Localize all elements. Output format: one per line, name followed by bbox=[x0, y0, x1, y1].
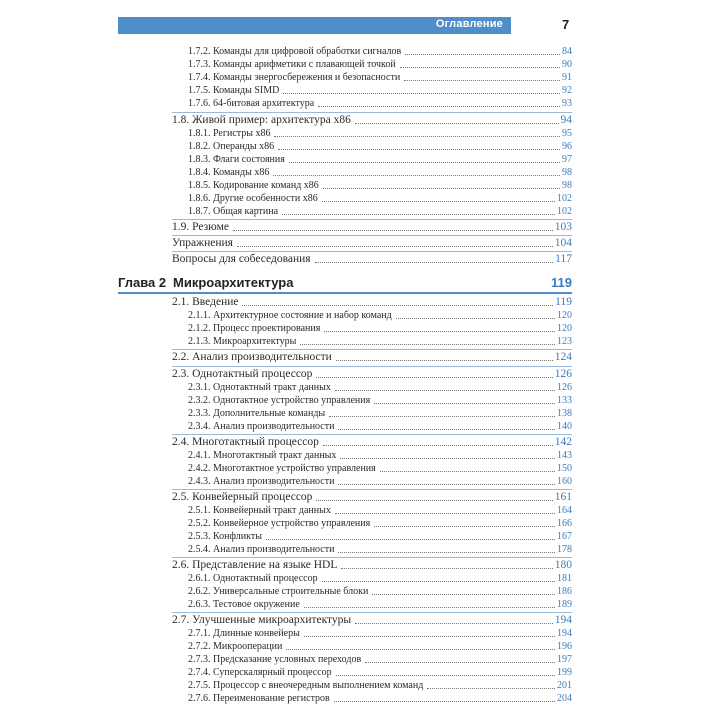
toc-entry[interactable] bbox=[172, 252, 572, 266]
toc-entry-title: 1.8.3. Флаги состояния bbox=[188, 154, 285, 165]
leader-dots bbox=[316, 377, 552, 378]
toc-entry-title: 2.7.3. Предсказание условных переходов bbox=[188, 654, 362, 665]
leader-dots bbox=[289, 162, 560, 163]
toc-entry-title: 1.8.2. Операнды x86 bbox=[188, 141, 275, 152]
toc-entry-title: 2.6. Представление на языке HDL bbox=[172, 559, 338, 571]
toc-entry-title: 2.3.4. Анализ производительности bbox=[188, 421, 335, 432]
leader-dots bbox=[396, 318, 555, 319]
toc-entry-title: 2.4.1. Многотактный тракт данных bbox=[188, 450, 337, 461]
toc-entry[interactable] bbox=[188, 476, 572, 488]
toc-entry[interactable] bbox=[188, 167, 572, 179]
leader-dots bbox=[237, 246, 553, 247]
toc-entry-page: 138 bbox=[557, 408, 572, 419]
toc-entry[interactable] bbox=[188, 180, 572, 192]
toc-entry-title: 2.6.3. Тестовое окружение bbox=[188, 599, 300, 610]
leader-dots bbox=[335, 513, 555, 514]
toc-entry[interactable] bbox=[188, 680, 572, 692]
toc-entry-title: 1.8.7. Общая картина bbox=[188, 206, 279, 217]
toc-entry-title: 2.5.4. Анализ производительности bbox=[188, 544, 335, 555]
toc-entry[interactable] bbox=[188, 323, 572, 335]
toc-entry[interactable] bbox=[188, 667, 572, 679]
toc-entry-title: 1.7.3. Команды арифметики с плавающей точкой bbox=[188, 59, 396, 70]
toc-entry-page: 143 bbox=[557, 450, 572, 461]
toc-entry-page: 93 bbox=[562, 98, 572, 109]
toc-entry-page: 84 bbox=[562, 46, 572, 57]
leader-dots bbox=[338, 429, 555, 430]
toc-entry-title: 2.7.1. Длинные конвейеры bbox=[188, 628, 300, 639]
toc-entry[interactable] bbox=[188, 310, 572, 322]
leader-dots bbox=[316, 500, 552, 501]
toc-entry[interactable] bbox=[172, 236, 572, 250]
toc-entry[interactable] bbox=[172, 558, 572, 572]
toc-entry[interactable] bbox=[188, 193, 572, 205]
toc-entry-page: 161 bbox=[554, 491, 572, 503]
toc-entry-page: 180 bbox=[554, 559, 572, 571]
toc-entry[interactable] bbox=[188, 72, 572, 84]
leader-dots bbox=[322, 581, 555, 582]
leader-dots bbox=[355, 123, 559, 124]
toc-entry-page: 167 bbox=[557, 531, 572, 542]
toc-entry[interactable] bbox=[172, 295, 572, 309]
toc-entry-title: 2.7.2. Микрооперации bbox=[188, 641, 283, 652]
toc-entry-page: 104 bbox=[554, 237, 572, 249]
toc-entry-page: 194 bbox=[557, 628, 572, 639]
toc-entry-title: 2.1. Введение bbox=[172, 296, 239, 308]
toc-entry-page: 102 bbox=[557, 193, 572, 204]
toc-entry-title: 1.7.2. Команды для цифровой обработки сигналов bbox=[188, 46, 402, 57]
leader-dots bbox=[304, 607, 555, 608]
toc-entry[interactable] bbox=[188, 85, 572, 97]
toc-entry[interactable] bbox=[188, 450, 572, 462]
toc-entry-page: 189 bbox=[557, 599, 572, 610]
toc-entry-title: Упражнения bbox=[172, 237, 233, 249]
toc-entry-title: 2.1.2. Процесс проектирования bbox=[188, 323, 321, 334]
leader-dots bbox=[323, 445, 553, 446]
toc-entry[interactable] bbox=[172, 350, 572, 364]
toc-entry-title: 2.5.1. Конвейерный тракт данных bbox=[188, 505, 331, 516]
toc-entry-title: 1.9. Резюме bbox=[172, 221, 229, 233]
leader-dots bbox=[404, 80, 560, 81]
toc-entry[interactable] bbox=[188, 531, 572, 543]
toc-entry[interactable] bbox=[172, 367, 572, 381]
toc-entry-page: 97 bbox=[562, 154, 572, 165]
toc-entry-title: 2.1.1. Архитектурное состояние и набор команд bbox=[188, 310, 392, 321]
leader-dots bbox=[372, 594, 555, 595]
toc-entry-page: 196 bbox=[557, 641, 572, 652]
leader-dots bbox=[400, 67, 560, 68]
toc-entry-page: 117 bbox=[555, 253, 572, 265]
toc-entry[interactable] bbox=[188, 395, 572, 407]
toc-entry-page: 197 bbox=[557, 654, 572, 665]
toc-entry[interactable] bbox=[172, 113, 572, 127]
toc-entry-page: 199 bbox=[557, 667, 572, 678]
toc-entry-title: 2.7. Улучшенные микроархитектуры bbox=[172, 614, 352, 626]
toc-entry-page: 181 bbox=[557, 573, 572, 584]
toc-entry-page: 166 bbox=[557, 518, 572, 529]
chapter-rule bbox=[118, 292, 572, 294]
toc-entry-page: 164 bbox=[557, 505, 572, 516]
toc-entry-page: 90 bbox=[562, 59, 572, 70]
toc-entry-page: 102 bbox=[557, 206, 572, 217]
leader-dots bbox=[324, 331, 555, 332]
chapter-title: Микроархитектура bbox=[173, 275, 294, 290]
toc-entry[interactable] bbox=[188, 518, 572, 530]
toc-entry-page: 120 bbox=[557, 323, 572, 334]
toc-entry-title: 2.3.1. Однотактный тракт данных bbox=[188, 382, 331, 393]
leader-dots bbox=[242, 305, 553, 306]
leader-dots bbox=[374, 526, 555, 527]
toc-entry[interactable] bbox=[188, 628, 572, 640]
leader-dots bbox=[405, 54, 560, 55]
toc-entry-title: 2.4.3. Анализ производительности bbox=[188, 476, 335, 487]
leader-dots bbox=[300, 344, 555, 345]
toc-entry-title: 1.7.5. Команды SIMD bbox=[188, 85, 280, 96]
toc-entry-page: 103 bbox=[554, 221, 572, 233]
toc-entry-page: 150 bbox=[557, 463, 572, 474]
toc-entry[interactable] bbox=[188, 336, 572, 348]
toc-entry-title: 2.5.3. Конфликты bbox=[188, 531, 262, 542]
toc-entry[interactable] bbox=[172, 490, 572, 504]
leader-dots bbox=[335, 390, 555, 391]
toc-entry-page: 98 bbox=[562, 167, 572, 178]
leader-dots bbox=[338, 552, 555, 553]
leader-dots bbox=[273, 175, 560, 176]
toc-entry[interactable] bbox=[188, 59, 572, 71]
toc-entry-page: 126 bbox=[554, 368, 572, 380]
toc-entry-page: 92 bbox=[562, 85, 572, 96]
toc-entry[interactable] bbox=[188, 408, 572, 420]
toc-entry-page: 133 bbox=[557, 395, 572, 406]
toc-entry-title: 1.8.6. Другие особенности x86 bbox=[188, 193, 318, 204]
leader-dots bbox=[282, 214, 555, 215]
leader-dots bbox=[266, 539, 555, 540]
toc-entry-page: 178 bbox=[557, 544, 572, 555]
toc-entry[interactable] bbox=[188, 544, 572, 556]
toc-entry[interactable] bbox=[172, 435, 572, 449]
leader-dots bbox=[374, 403, 555, 404]
leader-dots bbox=[338, 484, 555, 485]
toc-entry-title: 2.3.2. Однотактное устройство управления bbox=[188, 395, 371, 406]
leader-dots bbox=[283, 93, 560, 94]
toc-entry-title: 2.4. Многотактный процессор bbox=[172, 436, 319, 448]
toc-entry[interactable] bbox=[188, 206, 572, 218]
toc-entry-title: 1.8. Живой пример: архитектура x86 bbox=[172, 114, 351, 126]
toc-entry-page: 124 bbox=[554, 351, 572, 363]
toc-entry-title: 1.8.4. Команды x86 bbox=[188, 167, 270, 178]
toc-entry[interactable] bbox=[188, 693, 572, 705]
toc-entry-title: 1.8.5. Кодирование команд x86 bbox=[188, 180, 319, 191]
toc-entry-title: 2.4.2. Многотактное устройство управления bbox=[188, 463, 376, 474]
toc-entry[interactable] bbox=[172, 220, 572, 234]
leader-dots bbox=[355, 623, 553, 624]
toc-entry[interactable] bbox=[188, 586, 572, 598]
leader-dots bbox=[278, 149, 560, 150]
toc-entry-title: 2.1.3. Микроархитектуры bbox=[188, 336, 297, 347]
toc-entry-page: 201 bbox=[557, 680, 572, 691]
toc-entry-title: 2.7.5. Процессор с внеочередным выполнением команд bbox=[188, 680, 424, 691]
toc-entry-page: 142 bbox=[554, 436, 572, 448]
leader-dots bbox=[274, 136, 560, 137]
leader-dots bbox=[336, 675, 555, 676]
toc-entry[interactable] bbox=[188, 98, 572, 110]
toc-entry[interactable] bbox=[188, 128, 572, 140]
toc-entry-title: 2.6.1. Однотактный процессор bbox=[188, 573, 318, 584]
toc-entry[interactable] bbox=[172, 613, 572, 627]
toc-entry[interactable] bbox=[188, 46, 572, 58]
chapter-number: Глава 2 bbox=[118, 275, 167, 290]
leader-dots bbox=[380, 471, 555, 472]
toc-entry[interactable] bbox=[188, 505, 572, 517]
chapter-page: 119 bbox=[551, 275, 572, 290]
leader-dots bbox=[233, 230, 553, 231]
toc-entry[interactable] bbox=[188, 421, 572, 433]
leader-dots bbox=[365, 662, 555, 663]
toc-entry-title: Вопросы для собеседования bbox=[172, 253, 311, 265]
toc-entry[interactable] bbox=[188, 573, 572, 585]
toc-entry-page: 140 bbox=[557, 421, 572, 432]
toc-entry-page: 96 bbox=[562, 141, 572, 152]
toc-entry-title: 2.3.3. Дополнительные команды bbox=[188, 408, 326, 419]
toc-entry[interactable] bbox=[188, 599, 572, 611]
toc-entry[interactable] bbox=[188, 154, 572, 166]
toc-entry-title: 1.7.4. Команды энергосбережения и безопасности bbox=[188, 72, 401, 83]
toc-entry-title: 2.5. Конвейерный процессор bbox=[172, 491, 313, 503]
toc-entry[interactable] bbox=[188, 141, 572, 153]
toc-entry-page: 98 bbox=[562, 180, 572, 191]
toc-entry-page: 94 bbox=[560, 114, 572, 126]
toc-entry-title: 2.2. Анализ производительности bbox=[172, 351, 332, 363]
leader-dots bbox=[304, 636, 555, 637]
leader-dots bbox=[315, 262, 554, 263]
leader-dots bbox=[340, 458, 555, 459]
leader-dots bbox=[427, 688, 555, 689]
toc-entry[interactable] bbox=[188, 382, 572, 394]
toc-entry-page: 91 bbox=[562, 72, 572, 83]
toc-entry-title: 2.5.2. Конвейерное устройство управления bbox=[188, 518, 371, 529]
leader-dots bbox=[334, 701, 555, 702]
toc-entry-title: 2.6.2. Универсальные строительные блоки bbox=[188, 586, 369, 597]
chapter-heading[interactable] bbox=[118, 274, 572, 290]
toc-entry-title: 2.7.4. Суперскалярный процессор bbox=[188, 667, 332, 678]
leader-dots bbox=[329, 416, 555, 417]
leader-dots bbox=[318, 106, 560, 107]
toc-entry-title: 2.7.6. Переименование регистров bbox=[188, 693, 330, 704]
toc-entry-page: 95 bbox=[562, 128, 572, 139]
toc-entry-page: 126 bbox=[557, 382, 572, 393]
leader-dots bbox=[341, 568, 552, 569]
toc-entry-page: 123 bbox=[557, 336, 572, 347]
toc-entry-title: 1.7.6. 64-битовая архитектура bbox=[188, 98, 315, 109]
running-head-title: Оглавление bbox=[435, 18, 503, 30]
toc-entry-page: 160 bbox=[557, 476, 572, 487]
toc-entry[interactable] bbox=[188, 654, 572, 666]
leader-dots bbox=[286, 649, 555, 650]
toc-entry[interactable] bbox=[188, 463, 572, 475]
toc-entry-title: 1.8.1. Регистры x86 bbox=[188, 128, 271, 139]
leader-dots bbox=[336, 360, 553, 361]
toc-entry-page: 194 bbox=[554, 614, 572, 626]
page-number: 7 bbox=[562, 17, 570, 32]
toc-entry-page: 119 bbox=[555, 296, 572, 308]
toc-entry[interactable] bbox=[188, 641, 572, 653]
leader-dots bbox=[323, 188, 560, 189]
toc-entry-page: 120 bbox=[557, 310, 572, 321]
toc-entry-page: 204 bbox=[557, 693, 572, 704]
leader-dots bbox=[322, 201, 555, 202]
toc-entry-title: 2.3. Однотактный процессор bbox=[172, 368, 313, 380]
toc-entry-page: 186 bbox=[557, 586, 572, 597]
